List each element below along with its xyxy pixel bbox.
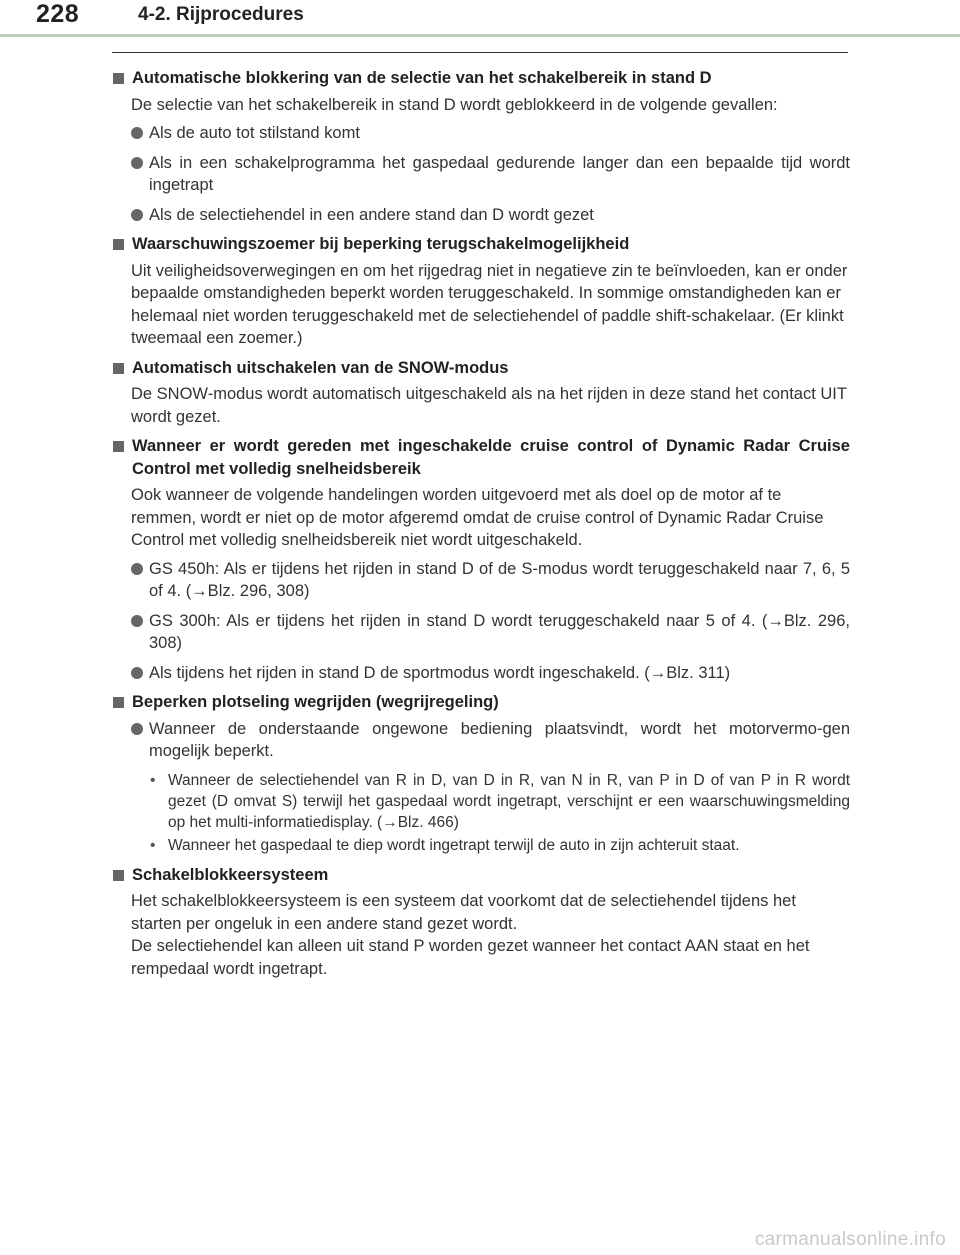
round-bullet-icon <box>131 667 143 679</box>
section-paragraph: De SNOW-modus wordt automatisch uitgeschakeld als na het rijden in deze stand het contact UIT wordt gezet. <box>131 385 847 426</box>
section-shift-lock <box>112 864 850 981</box>
sub-list-item: • Wanneer het gaspedaal te diep wordt ingetrapt terwijl de auto in zijn achteruit staat. <box>150 836 740 854</box>
list-item: Wanneer de onderstaande ongewone bediening plaatsvindt, wordt het motorvermo-gen mogelijk beperkt. <box>131 718 850 763</box>
page-number: 228 <box>36 0 80 28</box>
round-bullet-icon <box>131 563 143 575</box>
section-drive-start-control <box>112 691 850 856</box>
list-item: Als in een schakelprogramma het gaspedaal gedurende langer dan een bepaalde tijd wordt ingetrapt <box>131 152 850 197</box>
section-paragraph: Het schakelblokkeersysteem is een systeem dat voorkomt dat de selectiehendel tijdens het starten per ongeluk in een andere stand gezet wordt. <box>131 892 796 933</box>
page-content <box>112 67 850 987</box>
square-bullet-icon <box>113 363 124 374</box>
section-snow-mode <box>112 357 850 429</box>
square-bullet-icon <box>113 697 124 708</box>
list-item: Als tijdens het rijden in stand D de sportmodus wordt ingeschakeld. (→Blz. 311) <box>131 662 850 685</box>
section-paragraph: Ook wanneer de volgende handelingen worden uitgevoerd met als doel op de motor af te remmen, wordt er niet op de motor afgeremd omdat de cruise control of Dynamic Radar Cruise Control met volledig snelheidsbereik niet wordt uitgeschakeld. <box>131 486 824 549</box>
small-bullet-icon: • <box>150 836 156 854</box>
section-heading: Beperken plotseling wegrijden (wegrijregeling) <box>112 691 850 714</box>
round-bullet-icon <box>131 209 143 221</box>
square-bullet-icon <box>113 73 124 84</box>
section-paragraph: De selectie van het schakelbereik in stand D wordt geblokkeerd in de volgende gevallen: <box>131 95 778 114</box>
section-heading: Schakelblokkeersysteem <box>112 864 850 887</box>
section-heading: Automatische blokkering van de selectie van het schakelbereik in stand D <box>112 67 850 90</box>
watermark: carmanualsonline.info <box>754 1229 946 1250</box>
content-rule <box>112 52 848 53</box>
square-bullet-icon <box>113 870 124 881</box>
list-item: GS 300h: Als er tijdens het rijden in stand D wordt teruggeschakeld naar 5 of 4. (→Blz. 296, 308) <box>131 610 850 655</box>
section-paragraph-2: De selectiehendel kan alleen uit stand P worden gezet wanneer het contact AAN staat en het rempedaal wordt ingetrapt. <box>131 937 810 978</box>
section-auto-blocking <box>112 67 850 226</box>
square-bullet-icon <box>113 239 124 250</box>
header-rule <box>0 34 960 37</box>
round-bullet-icon <box>131 723 143 735</box>
section-warning-buzzer <box>112 233 850 350</box>
section-heading: Wanneer er wordt gereden met ingeschakelde cruise control of Dynamic Radar Cruise Control met volledig snelheidsbereik <box>112 435 850 480</box>
chapter-title: 4-2. Rijprocedures <box>138 4 304 25</box>
list-item: Als de selectiehendel in een andere stand dan D wordt gezet <box>131 204 850 227</box>
section-heading: Automatisch uitschakelen van de SNOW-modus <box>112 357 850 380</box>
square-bullet-icon <box>113 441 124 452</box>
list-item: Als de auto tot stilstand komt <box>131 122 850 145</box>
section-paragraph: Uit veiligheidsoverwegingen en om het rijgedrag niet in negatieve zin te beïnvloeden, kan er onder bepaalde omstandigheden beperkt worden teruggeschakeld. In sommige omstandigheden kan er helemaal niet worden teruggeschakeld met de selectiehendel of paddle shift-schakelaar. (Er klinkt tweemaal een zoemer.) <box>131 261 848 347</box>
section-cruise-control <box>112 435 850 684</box>
sub-list-item: • Wanneer de selectiehendel van R in D, van D in R, van N in R, van P in D of van P in R wordt gezet (D omvat S) terwijl het gaspedaal wordt ingetrapt, verschijnt er een waarschuwingsmelding op het multi-informatiedisplay. (→Blz. 466) <box>150 771 850 831</box>
round-bullet-icon <box>131 157 143 169</box>
round-bullet-icon <box>131 615 143 627</box>
small-bullet-icon: • <box>150 771 156 789</box>
section-heading: Waarschuwingszoemer bij beperking terugschakelmogelijkheid <box>112 233 850 256</box>
list-item: GS 450h: Als er tijdens het rijden in stand D of de S-modus wordt teruggeschakeld naar 7, 6, 5 of 4. (→Blz. 296, 308) <box>131 558 850 603</box>
round-bullet-icon <box>131 127 143 139</box>
